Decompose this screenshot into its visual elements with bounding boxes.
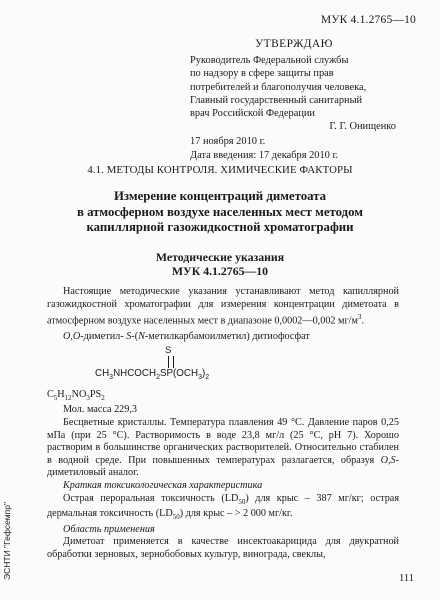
toxicology-paragraph: Острая пероральная токсичность $(LD_{50})$ для крыс – 387 мг/кг; острая дермальная токсичность $(LD_{50})$ для крыс – > 2 000 мг/кг. xyxy=(47,492,399,522)
approval-line: Руководитель Федеральной службы xyxy=(190,55,349,67)
document-title xyxy=(0,189,440,236)
guideline-code: МУК 4.1.2765—10 xyxy=(171,264,269,278)
application-heading: Область применения xyxy=(63,523,155,535)
margin-stamp-text: ЭСНТИ "Гефсемпр" xyxy=(2,502,12,580)
approval-date: 17 ноября 2010 г. xyxy=(190,136,266,148)
document-title-line: Измерение концентраций диметоата xyxy=(113,189,327,203)
document-title-line: капиллярной газожидкостной хроматографии xyxy=(86,220,354,235)
application-paragraph: Диметоат применяется в качестве инсектоакарицида для двукратной обработки зерновых, зернобобовых культур, винограда, свеклы, xyxy=(47,536,399,560)
approval-signer: Г. Г. Онищенко xyxy=(329,121,396,133)
document-code: МУК 4.1.2765—10 xyxy=(320,14,416,26)
page-number: 111 xyxy=(399,573,414,584)
effective-date: Дата введения: 17 декабря 2010 г. xyxy=(190,149,339,161)
gross-formula: $C_5H_{12}NO_3PS_2$ xyxy=(47,388,105,402)
double-bond xyxy=(168,356,174,368)
chemical-name: O,O-диметил- S-(N-метилкарбамоилметил) дитиофосфат xyxy=(63,331,310,343)
properties-paragraph: Бесцветные кристаллы. Температура плавления 49 °С. Давление паров 0,25 мПа (при 25 °С). Растворимость в воде 23,8 мг/л (25 °С, рН 7). Хорошо растворим в большинстве органических растворителей. Относительно стабилен в водной среде. При повышенных температурах разлагается, образуя O,S-диметиловый аналог. xyxy=(47,416,399,479)
toxicology-heading: Краткая токсикологическая характеристика xyxy=(63,479,263,491)
document-body xyxy=(47,286,399,562)
section-title: 4.1. МЕТОДЫ КОНТРОЛЯ. ХИМИЧЕСКИЕ ФАКТОРЫ xyxy=(87,164,353,176)
sulfur-atom: S xyxy=(165,344,172,356)
intro-paragraph: Настоящие методические указания устанавливают метод капиллярной газожидкостной хроматографии для измерения концентрации диметоата в атмосферном воздухе населенных мест в диапазоне 0,0002—0,002 $мг/м^3$. xyxy=(47,286,399,327)
molecular-mass: Мол. масса 229,3 xyxy=(63,404,137,416)
approval-line: Главный государственный санитарный xyxy=(190,94,363,106)
guideline-title xyxy=(0,250,440,278)
approval-line: потребителей и благополучия человека, xyxy=(190,81,367,93)
structural-formula xyxy=(47,345,399,387)
approval-block xyxy=(190,38,426,162)
approval-title: УТВЕРЖДАЮ xyxy=(255,38,333,50)
guideline-type: Методические указания xyxy=(155,250,285,264)
document-title-line: в атмосферном воздухе населенных мест методом xyxy=(76,204,364,219)
approval-line: врач Российской Федерации xyxy=(190,108,315,120)
approval-line: по надзору в сфере защиты прав xyxy=(190,68,334,80)
structural-chain: $CH_3NHCOCH_2SP(OCH_3)_2$ xyxy=(95,367,210,381)
margin-stamp xyxy=(2,470,14,580)
